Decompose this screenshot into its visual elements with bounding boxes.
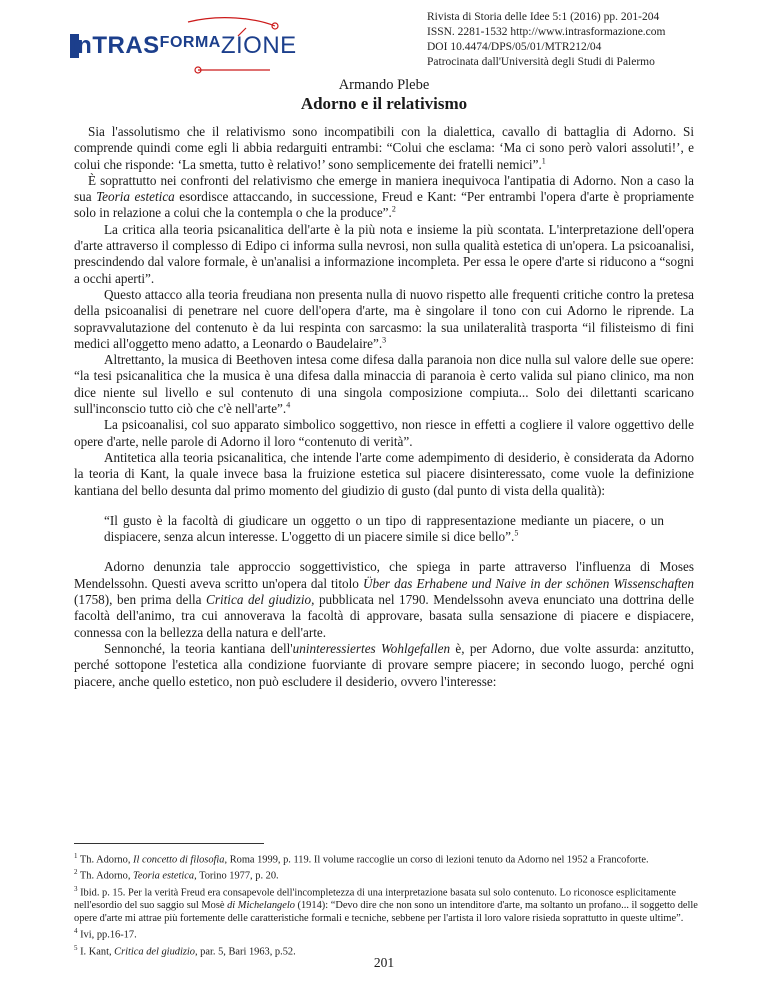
article-title: Adorno e il relativismo	[300, 94, 468, 113]
page-number: 201	[373, 955, 395, 970]
journal-doi: DOI 10.4474/DPS/05/01/MTR212/04	[427, 41, 602, 53]
footnote-number: 5	[74, 943, 78, 952]
footnote-number: 4	[74, 927, 78, 936]
block-quote	[104, 513, 664, 546]
book-title: Il concetto di filosofia	[133, 854, 225, 866]
journal-info	[427, 10, 757, 70]
paragraph-text: è, per Adorno, due volte assurda: anzitutto, perché sottopone l'estetica alla condizione fuorviante di provare sempre piacere; in secondo luogo, perché ogni piacere, anche quello estetico, non può escludere il desiderio, ovvero l'interesse:	[74, 640, 695, 689]
footnote-number: 3	[74, 884, 78, 893]
logo-tail: ZIONE	[220, 32, 297, 59]
paragraph-text: (1758), ben prima della	[74, 592, 207, 608]
intrasformazione-logo	[70, 16, 310, 74]
book-title: Critica del giudizio	[206, 592, 312, 608]
logo-lead: inTRAS	[70, 32, 160, 59]
paragraph-text: esordisce attaccando, in successione, Freud e Kant: “Per entrambi l'opera d'arte è propriamente solo in relazione a colui che la contempla o che la produce”.	[74, 189, 694, 221]
footnote-ref[interactable]: 1	[541, 156, 546, 166]
paragraph-text: Altrettanto, la musica di Beethoven intesa come difesa dalla paranoia non dice nulla sul valore delle sue opere: “la tesi psicanalitica che la musica è una difesa dalla minaccia di paranoia è certo valida sul piano clinico, ma non dice niente sul livello e sul contenuto di una singola composizione compiuta... Solo dei dilettanti scaricano sull'inconscio tutto ciò che c'è nell'arte”.	[74, 352, 694, 417]
footnote-text: , Torino 1977, p. 20.	[194, 870, 279, 882]
logo-middle: FORMA	[159, 34, 221, 51]
footnote-3	[74, 883, 704, 925]
paragraph-text: Questo attacco alla teoria freudiana non presenta nulla di nuovo rispetto alle frequenti critiche contro la pretesa della psicoanalisi di penetrare nel cuore dell'opera d'arte, ma è singolare il tono con cui Adorno le riprende. La sopravvalutazione del contenuto è da lui respinta con sarcasmo: la sua unilateralità trasporta “il filisteismo di fini medici all'oggetto meno adatto, a Leonardo o Baudelaire”.	[74, 286, 694, 351]
paragraph-text: Adorno denunzia tale approccio soggettivistico, che spiega in parte attraverso l'influenza di Moses Mendelssohn. Questi aveva scritto un'opera dal titolo	[74, 559, 694, 591]
footnote-number: 2	[74, 868, 78, 877]
footnote-1	[74, 850, 704, 866]
paragraph-5	[74, 352, 694, 417]
footnote-ref[interactable]: 2	[391, 205, 396, 215]
journal-citation: Rivista di Storia delle Idee 5:1 (2016) pp. 201-204	[427, 11, 660, 23]
footnote-separator	[74, 843, 264, 844]
paragraph-text: Sia l'assolutismo che il relativismo sono incompatibili con la dialettica, cavallo di battaglia di Adorno. Si comprende quindi come egli li abbia redarguiti entrambi: “Colui che esclama: ‘Ma ci sono però valori assoluti!’, e colui che risponde: ‘La smetta, tutto è relativo!’ sono semplicemente dei fratelli nemici”.	[74, 124, 694, 172]
footnote-4	[74, 925, 704, 941]
footnote-text: Th. Adorno,	[77, 854, 134, 866]
footnote-text: I. Kant,	[77, 946, 115, 958]
footnote-ref[interactable]: 5	[514, 528, 519, 538]
footnote-2	[74, 866, 704, 882]
paragraph-4	[74, 287, 694, 352]
quote-text: “Il gusto è la facoltà di giudicare un oggetto o un tipo di rappresentazione mediante un piacere, o un dispiacere, senza alcun interesse. L'oggetto di un piacere simile si dice bello”.	[104, 512, 664, 545]
book-title: Teoria estetica	[96, 189, 175, 205]
book-title: Teoria estetica	[133, 870, 195, 882]
paragraph-3: La critica alla teoria psicanalitica dell'arte è la più nota e insieme la più scontata. L'interpretazione dell'opera d'arte attraverso il complesso di Edipo ci informa sulla nevrosi, non sulla qualità estetica di un'opera. La psicoanalisi, prescindendo dal valore formale, è un'analisi a informazione incompleta. Per essa le opere d'arte si riducono a “sogni a occhi aperti”.	[74, 221, 694, 286]
article-author: Armando Plebe	[338, 77, 430, 93]
logo-wordmark	[70, 32, 297, 63]
footnote-text: , par. 5, Bari 1963, p.52.	[194, 946, 296, 958]
footnote-text: , Roma 1999, p. 119. Il volume raccoglie un corso di lezioni tenuto da Adorno nel 1952 a Francoforte.	[224, 854, 649, 866]
footnote-text: (1914): “Devo dire che non sono un intenditore d'arte, ma soltanto un profano... il soggetto delle opere d'arte mi attrae più fortemente delle caratteristiche formali e tecniche, sebbene per l'artista il loro valore risieda soprattutto in queste ultime”.	[74, 900, 698, 925]
paragraph-1	[74, 124, 694, 173]
footnote-number: 1	[74, 852, 78, 860]
paragraph-text: , pubblicata nel 1790. Mendelssohn aveva enunciato una dottrina delle facoltà dell'animo, tra cui annoverava la facoltà di approvare, basata sulla sensazione di piacere e dispiacere, connessa con la bellezza della natura e dell'arte.	[74, 592, 694, 640]
paragraph-7: Antitetica alla teoria psicanalitica, che intende l'arte come adempimento di desiderio, è considerata da Adorno la teoria di Kant, la quale invece basa la fruizione estetica sul piacere disinteressato, come vuole la definizione kantiana del bello desunta dal primo momento del giudizio di gusto (dal punto di vista della qualità):	[74, 449, 694, 498]
footnote-text: Ibid. p. 15. Per la verità Freud era consapevole dell'incompletezza di una interpretazione basata sul solo contenuto. Lo riconosce esplicitamente nell'esordio del suo saggio sul Mosè	[74, 887, 677, 912]
paragraph-text: Sennonché, la teoria kantiana dell'	[104, 640, 293, 656]
footnote-text: Ivi, pp.16-17.	[77, 929, 137, 941]
paragraph-9	[74, 641, 694, 690]
paragraph-8	[74, 559, 694, 640]
paragraph-2	[74, 173, 694, 222]
paragraph-6: La psicoanalisi, col suo apparato simbolico soggettivo, non riesce in effetti a cogliere il valore oggettivo delle opere d'arte, nelle parole di Adorno il loro “contenuto di verità”.	[74, 417, 694, 449]
book-title: di Michelangelo	[227, 900, 295, 912]
journal-patron: Patrocinata dall'Università degli Studi di Palermo	[427, 56, 655, 68]
paragraph-text: È soprattutto nei confronti del relativismo che emerge in maniera inequivoca l'antipatia di Adorno. Non a caso la sua	[74, 172, 694, 205]
footnote-text: Th. Adorno,	[77, 870, 134, 882]
book-title: Critica del giudizio	[114, 946, 195, 958]
article-body	[74, 124, 694, 690]
footnote-ref[interactable]: 4	[286, 400, 291, 410]
footnote-ref[interactable]: 3	[382, 335, 387, 345]
footnotes	[74, 850, 704, 958]
journal-issn: ISSN. 2281-1532 http://www.intrasformazione.com	[427, 26, 666, 38]
term-italic: uninteressiertes Wohlgefallen	[292, 640, 451, 656]
book-title: Über das Erhabene und Naive in der schönen Wissenschaften	[362, 575, 695, 591]
